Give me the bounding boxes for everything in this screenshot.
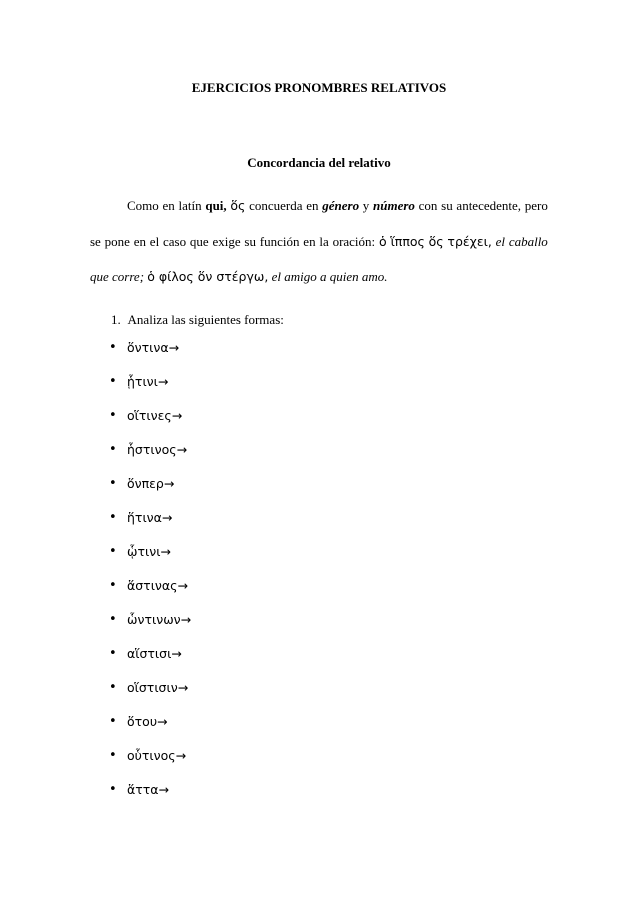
- page-title: EJERCICIOS PRONOMBRES RELATIVOS: [191, 80, 447, 95]
- greek-form: ὧντινων→: [127, 612, 192, 627]
- greek-form: ᾗτινι→: [127, 374, 169, 389]
- bullet-icon: •: [109, 374, 117, 389]
- greek-form: οἵστισιν→: [127, 680, 189, 695]
- greek-form: ὅντινα→: [127, 340, 180, 355]
- bullet-icon: •: [109, 646, 117, 661]
- bullet-icon: •: [109, 680, 117, 695]
- word: la: [319, 234, 329, 249]
- word-italic: el: [495, 234, 506, 249]
- bullet-icon: •: [109, 510, 117, 525]
- word: concuerda: [249, 198, 303, 213]
- greek-form: ὅτου→: [127, 714, 168, 729]
- word: su: [441, 198, 453, 213]
- bullet-icon: •: [109, 476, 117, 491]
- word: y: [362, 198, 370, 213]
- word: antecedente,: [456, 198, 522, 213]
- bullet-icon: •: [109, 408, 117, 423]
- word: pone: [104, 234, 130, 249]
- word: en: [133, 234, 146, 249]
- question-number: 1.: [111, 312, 121, 327]
- word: se: [90, 234, 101, 249]
- word: función: [259, 234, 300, 249]
- bullet-icon: •: [109, 340, 117, 355]
- exercise-question: [111, 312, 284, 328]
- word: Como: [127, 198, 159, 213]
- word: su: [244, 234, 256, 249]
- word-italic: caballo: [508, 234, 548, 249]
- word-latin-qui: qui,: [205, 198, 227, 213]
- greek-form: ἧστινος→: [127, 442, 188, 457]
- word: exige: [212, 234, 241, 249]
- word: en: [303, 234, 316, 249]
- bullet-icon: •: [109, 442, 117, 457]
- bullet-icon: •: [109, 714, 117, 729]
- greek-word: ὅς: [230, 198, 246, 213]
- greek-word: ὅς: [428, 234, 444, 249]
- word: pero: [524, 198, 548, 213]
- word: con: [418, 198, 438, 213]
- greek-phrase: ὁ φίλος ὅν στέργω,: [147, 269, 269, 284]
- paragraph-line-2: [90, 234, 548, 250]
- word-genero: género: [322, 198, 360, 213]
- greek-form: ὅνπερ→: [127, 476, 175, 491]
- word-numero: número: [373, 198, 415, 213]
- greek-word: τρέχει,: [447, 234, 492, 249]
- greek-form: οἵτινες→: [127, 408, 183, 423]
- section-heading: Concordancia del relativo: [247, 155, 391, 170]
- greek-form: αἵστισι→: [127, 646, 182, 661]
- word: en: [162, 198, 175, 213]
- question-text: Analiza las siguientes formas:: [127, 312, 284, 327]
- word: latín: [178, 198, 202, 213]
- greek-form: ἥτινα→: [127, 510, 173, 525]
- word: el: [149, 234, 160, 249]
- paragraph-line-1: [127, 198, 548, 214]
- word: oración:: [332, 234, 376, 249]
- bullet-icon: •: [109, 748, 117, 763]
- greek-form: ἅστινας→: [127, 578, 188, 593]
- greek-form: οὗτινος→: [127, 748, 187, 763]
- word: que: [189, 234, 209, 249]
- italic-translation: que corre;: [90, 269, 145, 284]
- word: caso: [162, 234, 187, 249]
- bullet-icon: •: [109, 578, 117, 593]
- greek-form: ἅττα→: [127, 782, 170, 797]
- italic-translation: el amigo a quien amo.: [271, 269, 388, 284]
- bullet-icon: •: [109, 544, 117, 559]
- paragraph-line-3: [90, 269, 548, 285]
- word: en: [306, 198, 319, 213]
- greek-form: ᾧτινι→: [127, 544, 171, 559]
- bullet-icon: •: [109, 782, 117, 797]
- greek-word: ὁ ἵππος: [378, 234, 425, 249]
- bullet-icon: •: [109, 612, 117, 627]
